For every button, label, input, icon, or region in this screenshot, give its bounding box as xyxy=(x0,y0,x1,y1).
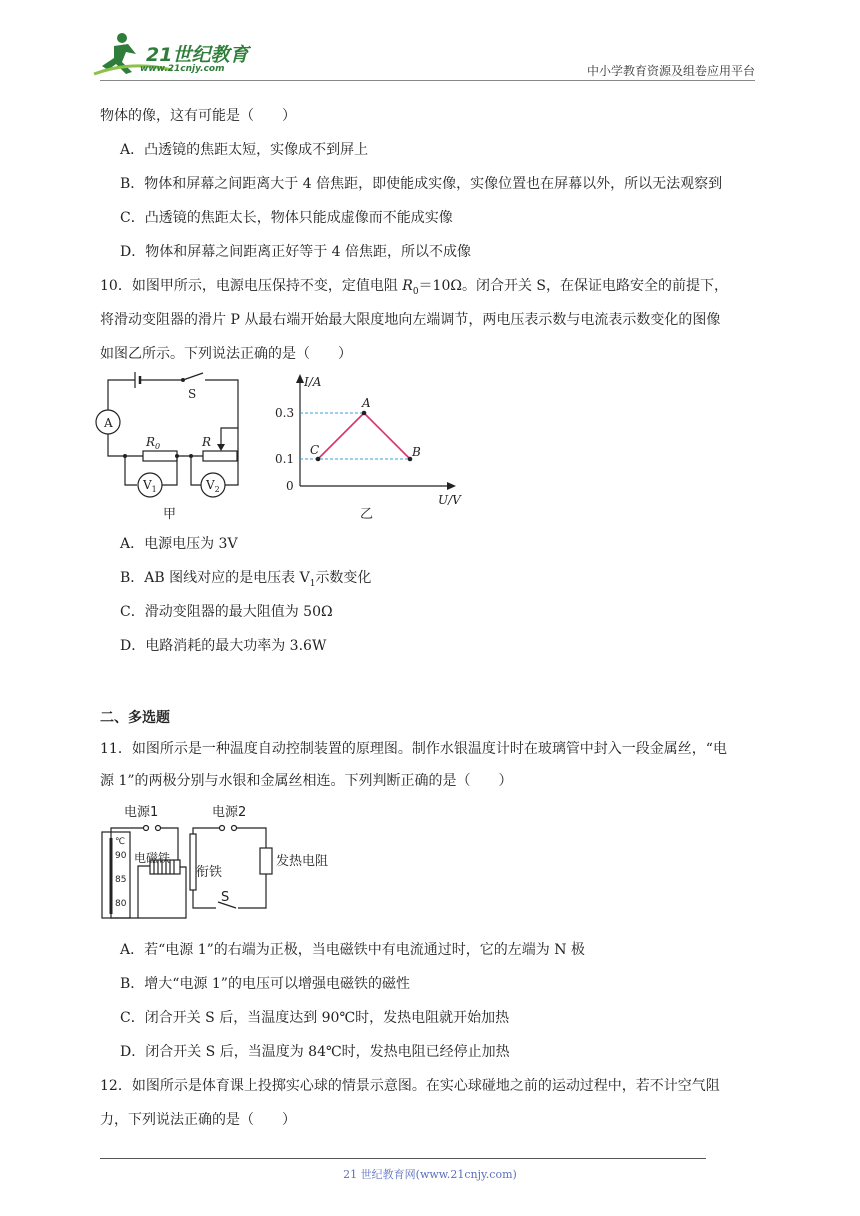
thermo-80: 80 xyxy=(115,899,127,909)
heater-label: 发热电阻 xyxy=(276,854,329,869)
q10-line-3: 如图乙所示。下列说法正确的是（ ） xyxy=(100,346,352,362)
point-b-label: B xyxy=(412,445,421,459)
q9-option-c: C．凸透镜的焦距太长，物体只能成虚像而不能成实像 xyxy=(120,210,453,226)
q10-r0-sub: 0 xyxy=(412,286,419,297)
q11-line-2: 源 1”的两极分别与水银和金属丝相连。下列判断正确的是（ ） xyxy=(100,773,513,789)
q10-line-1 xyxy=(100,275,728,297)
power2-label: 电源2 xyxy=(212,805,247,820)
q10-circuit-diagram xyxy=(95,370,255,522)
thermo-unit: ℃ xyxy=(115,837,126,847)
fig-left-caption: 甲 xyxy=(163,507,177,522)
footer-divider xyxy=(100,1158,706,1159)
q11-option-a: A．若“电源 1”的右端为正极，当电磁铁中有电流通过时，它的左端为 N 极 xyxy=(120,942,585,958)
point-a xyxy=(362,411,367,416)
v2-label xyxy=(205,478,220,494)
footer-text: 21 世纪教育网(www.21cnjy.com) xyxy=(343,1168,517,1181)
r0-label-text: R xyxy=(146,435,156,449)
v1-label xyxy=(142,478,157,494)
v1-label-text: V xyxy=(143,478,152,492)
y-axis-label: I/A xyxy=(304,375,322,389)
section-title-multi-choice: 二、多选题 xyxy=(100,710,170,726)
logo-text: 21世纪教育 xyxy=(146,44,249,66)
q10-text-a: 10．如图甲所示，电源电压保持不变，定值电阻 xyxy=(100,278,403,294)
logo-url: www.21cnjy.com xyxy=(140,64,225,74)
q11-option-d: D．闭合开关 S 后，当温度为 84℃时，发热电阻已经停止加热 xyxy=(120,1044,510,1060)
armature-label: 衔铁 xyxy=(196,865,223,880)
point-c-label: C xyxy=(310,443,320,457)
v2-label-text: V xyxy=(206,478,215,492)
r0-label xyxy=(145,435,160,451)
graph-segment-ab xyxy=(364,413,410,459)
q10-option-c: C．滑动变阻器的最大阻值为 50Ω xyxy=(120,604,333,620)
q9-option-d: D．物体和屏幕之间距离正好等于 4 倍焦距，所以不成像 xyxy=(120,244,472,260)
fig-right-caption: 乙 xyxy=(360,507,374,522)
q10-line-2: 将滑动变阻器的滑片 P 从最右端开始最大限度地向左端调节，两电压表示数与电流表示数变化的图像 xyxy=(100,312,721,328)
q10-text-b: ＝10Ω。闭合开关 S，在保证电路安全的前提下， xyxy=(418,278,729,294)
r-label: R xyxy=(202,435,212,449)
q9-option-b: B．物体和屏幕之间距离大于 4 倍焦距，即使能成实像，实像位置也在屏幕以外，所以无法观察到 xyxy=(120,176,723,192)
page-header xyxy=(0,0,860,90)
point-c xyxy=(316,457,321,462)
q9-option-a: A．凸透镜的焦距太短，实像成不到屏上 xyxy=(120,142,369,158)
r0-label-sub: 0 xyxy=(155,442,161,451)
q11-option-b: B．增大“电源 1”的电压可以增强电磁铁的磁性 xyxy=(120,976,410,992)
ammeter-label: A xyxy=(104,416,113,430)
power1-label: 电源1 xyxy=(124,805,159,820)
header-divider xyxy=(100,80,755,81)
thermo-85: 85 xyxy=(115,875,127,885)
q10-option-b xyxy=(120,567,371,589)
q11-line-1: 11．如图所示是一种温度自动控制装置的原理图。制作水银温度计时在玻璃管中封入一段金属丝，“电 xyxy=(100,741,727,757)
platform-name: 中小学教育资源及组卷应用平台 xyxy=(586,64,755,78)
origin-label: 0 xyxy=(286,479,294,493)
q12-line-1: 12．如图所示是体育课上投掷实心球的情景示意图。在实心球碰地之前的运动过程中，若不计空气阻 xyxy=(100,1078,720,1094)
q10-option-b-text: B．AB 图线对应的是电压表 V xyxy=(120,570,310,586)
q10-option-b-sub: 1 xyxy=(309,578,316,589)
x-axis-label: U/V xyxy=(438,493,461,507)
q10-graph xyxy=(272,370,472,522)
v1-label-sub: 1 xyxy=(151,485,157,494)
q9-stem-tail: 物体的像，这有可能是（ ） xyxy=(100,108,296,124)
point-a-label: A xyxy=(362,396,371,410)
armature-bar xyxy=(190,834,196,890)
v2-label-sub: 2 xyxy=(214,485,220,494)
q10-option-d: D．电路消耗的最大功率为 3.6W xyxy=(120,638,327,654)
tick-03: 0.3 xyxy=(275,406,295,420)
graph-segment-ca xyxy=(318,413,364,459)
q11-option-c: C．闭合开关 S 后，当温度达到 90℃时，发热电阻就开始加热 xyxy=(120,1010,510,1026)
thermo-90: 90 xyxy=(115,851,127,861)
electromagnet-label: 电磁铁 xyxy=(134,851,171,865)
q10-option-b-tail: 示数变化 xyxy=(315,570,372,586)
q11-temperature-control-diagram xyxy=(98,798,348,923)
heater-resistor xyxy=(260,848,272,874)
switch-label: S xyxy=(188,387,197,401)
q10-r0-symbol: R xyxy=(402,278,413,294)
switch-s-label: S xyxy=(221,890,230,905)
q12-line-2: 力，下列说法正确的是（ ） xyxy=(100,1112,296,1128)
q10-option-a: A．电源电压为 3V xyxy=(120,536,238,552)
tick-01: 0.1 xyxy=(275,452,295,466)
